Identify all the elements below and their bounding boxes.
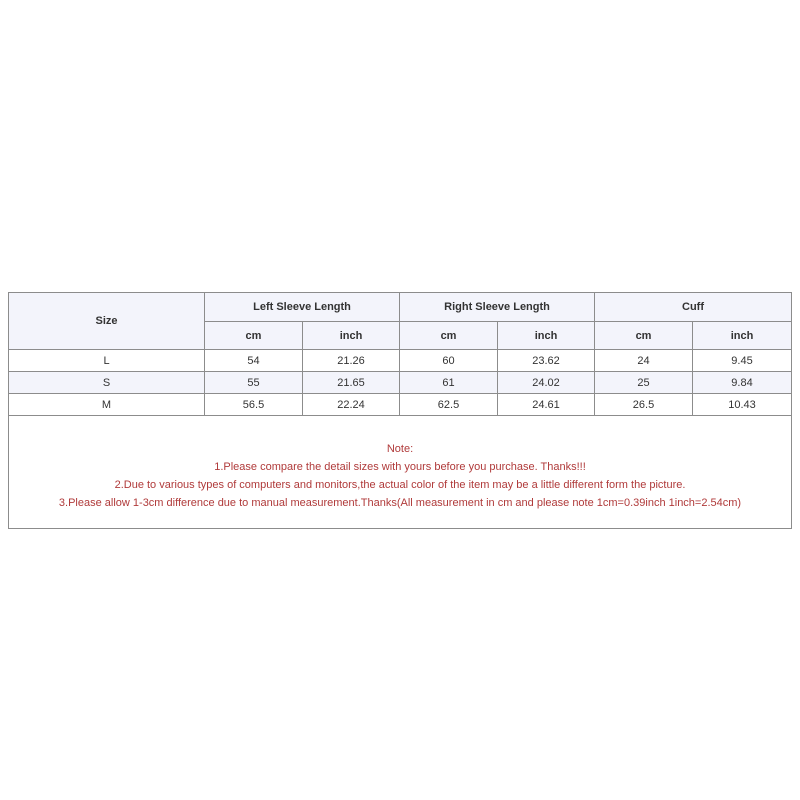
right-sleeve-cm-header: cm [400, 322, 498, 350]
table-cell: 21.65 [303, 372, 400, 394]
table-cell: 9.84 [693, 372, 792, 394]
table-cell: 62.5 [400, 394, 498, 416]
cuff-inch-header: inch [693, 322, 792, 350]
note-line-1: 1.Please compare the detail sizes with yours before you purchase. Thanks!!! [214, 461, 586, 473]
table-cell: 54 [205, 350, 303, 372]
size-cell: M [9, 394, 205, 416]
cuff-header: Cuff [595, 293, 792, 322]
table-cell: 24.02 [498, 372, 595, 394]
size-cell: S [9, 372, 205, 394]
table-cell: 10.43 [693, 394, 792, 416]
table-cell: 22.24 [303, 394, 400, 416]
table-cell: 60 [400, 350, 498, 372]
header-group-row [9, 293, 792, 322]
left-sleeve-length-header: Left Sleeve Length [205, 293, 400, 322]
note-line-3: 3.Please allow 1-3cm difference due to manual measurement.Thanks(All measurement in cm and please note 1cm=0.39inch 1inch=2.54cm) [58, 497, 742, 509]
table-cell: 9.45 [693, 350, 792, 372]
table-cell: 24 [595, 350, 693, 372]
table-row [9, 394, 792, 416]
table-cell: 25 [595, 372, 693, 394]
table-cell: 56.5 [205, 394, 303, 416]
cuff-cm-header: cm [595, 322, 693, 350]
left-sleeve-inch-header: inch [303, 322, 400, 350]
table-cell: 55 [205, 372, 303, 394]
notes-cell [9, 416, 792, 529]
table-row [9, 372, 792, 394]
left-sleeve-cm-header: cm [205, 322, 303, 350]
size-chart-table [8, 292, 792, 529]
note-line-2: 2.Due to various types of computers and monitors,the actual color of the item may be a little different form the picture. [114, 479, 686, 491]
notes-row [9, 416, 792, 529]
table-cell: 61 [400, 372, 498, 394]
table-cell: 24.61 [498, 394, 595, 416]
note-title: Note: [386, 443, 414, 455]
size-column-header: Size [9, 293, 205, 350]
table-cell: 21.26 [303, 350, 400, 372]
table-cell: 23.62 [498, 350, 595, 372]
size-cell: L [9, 350, 205, 372]
table-row [9, 350, 792, 372]
table-cell: 26.5 [595, 394, 693, 416]
right-sleeve-length-header: Right Sleeve Length [400, 293, 595, 322]
right-sleeve-inch-header: inch [498, 322, 595, 350]
